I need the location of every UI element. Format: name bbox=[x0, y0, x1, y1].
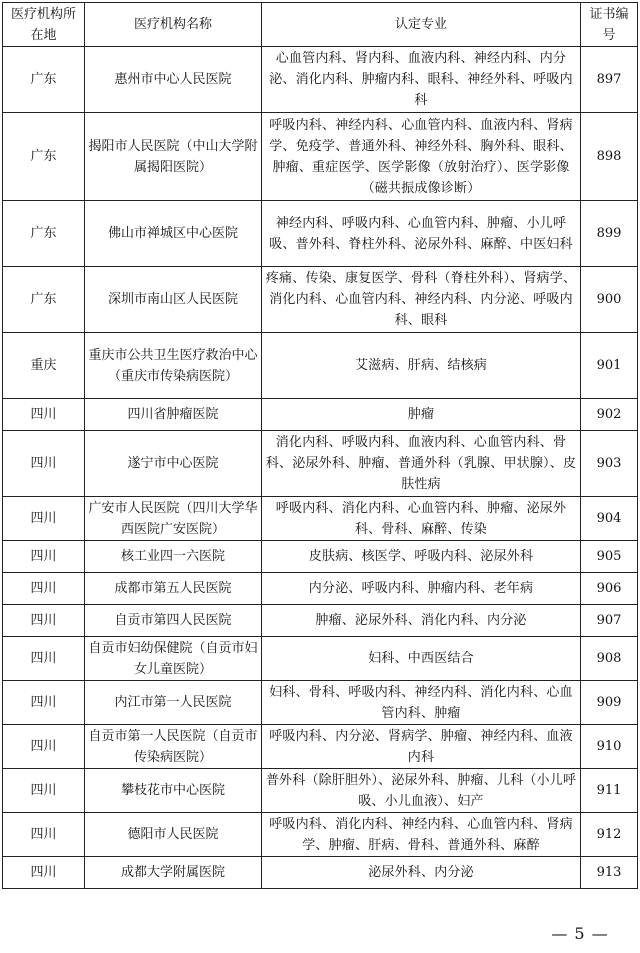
cell-location: 广东 bbox=[3, 201, 85, 267]
cell-institution: 核工业四一六医院 bbox=[85, 541, 262, 573]
certification-table bbox=[2, 2, 638, 889]
header-cert-no: 证书编号 bbox=[581, 3, 638, 47]
table-row bbox=[3, 47, 638, 113]
cell-specialty: 泌尿外科、内分泌 bbox=[262, 857, 581, 889]
cell-location: 广东 bbox=[3, 47, 85, 113]
page-number: — 5 — bbox=[551, 924, 609, 943]
cell-location: 四川 bbox=[3, 637, 85, 681]
cell-location: 广东 bbox=[3, 113, 85, 201]
cell-specialty: 呼吸内科、神经内科、心血管内科、血液内科、肾病学、免疫学、普通外科、神经外科、胸外科、眼科、肿瘤、重症医学、医学影像（放射治疗）、医学影像（磁共振成像诊断） bbox=[262, 113, 581, 201]
cell-location: 四川 bbox=[3, 431, 85, 497]
cell-institution: 佛山市禅城区中心医院 bbox=[85, 201, 262, 267]
cell-location: 四川 bbox=[3, 573, 85, 605]
cell-location: 四川 bbox=[3, 813, 85, 857]
table-row bbox=[3, 857, 638, 889]
table-row bbox=[3, 267, 638, 333]
cell-cert-no: 898 bbox=[581, 113, 638, 201]
cell-cert-no: 897 bbox=[581, 47, 638, 113]
cell-location: 重庆 bbox=[3, 333, 85, 399]
table-row bbox=[3, 573, 638, 605]
cell-institution: 惠州市中心人民医院 bbox=[85, 47, 262, 113]
table-row bbox=[3, 681, 638, 725]
table-row bbox=[3, 605, 638, 637]
cell-cert-no: 906 bbox=[581, 573, 638, 605]
cell-specialty: 心血管内科、肾内科、血液内科、神经内科、内分泌、消化内科、肿瘤内科、眼科、神经外科、呼吸内科 bbox=[262, 47, 581, 113]
cell-institution: 攀枝花市中心医院 bbox=[85, 769, 262, 813]
cell-specialty: 妇科、骨科、呼吸内科、神经内科、消化内科、心血管内科、肿瘤 bbox=[262, 681, 581, 725]
cell-institution: 遂宁市中心医院 bbox=[85, 431, 262, 497]
table-row bbox=[3, 431, 638, 497]
cell-cert-no: 911 bbox=[581, 769, 638, 813]
cell-location: 四川 bbox=[3, 399, 85, 431]
cell-specialty: 内分泌、呼吸内科、肿瘤内科、老年病 bbox=[262, 573, 581, 605]
cell-institution: 四川省肿瘤医院 bbox=[85, 399, 262, 431]
cell-location: 四川 bbox=[3, 681, 85, 725]
cell-cert-no: 908 bbox=[581, 637, 638, 681]
table-row bbox=[3, 497, 638, 541]
cell-specialty: 呼吸内科、消化内科、神经内科、心血管内科、肾病学、肿瘤、肝病、骨科、普通外科、麻醉 bbox=[262, 813, 581, 857]
cell-institution: 成都市第五人民医院 bbox=[85, 573, 262, 605]
cell-location: 四川 bbox=[3, 497, 85, 541]
cell-cert-no: 902 bbox=[581, 399, 638, 431]
cell-location: 四川 bbox=[3, 605, 85, 637]
table-row bbox=[3, 399, 638, 431]
cell-specialty: 呼吸内科、内分泌、肾病学、肿瘤、神经内科、血液内科 bbox=[262, 725, 581, 769]
table-row bbox=[3, 333, 638, 399]
table-row bbox=[3, 541, 638, 573]
table-row bbox=[3, 725, 638, 769]
cell-specialty: 疼痛、传染、康复医学、骨科（脊柱外科）、肾病学、消化内科、心血管内科、神经内科、内分泌、呼吸内科、眼科 bbox=[262, 267, 581, 333]
cell-specialty: 呼吸内科、消化内科、心血管内科、肿瘤、泌尿外科、骨科、麻醉、传染 bbox=[262, 497, 581, 541]
cell-institution: 深圳市南山区人民医院 bbox=[85, 267, 262, 333]
header-location: 医疗机构所在地 bbox=[3, 3, 85, 47]
table-row bbox=[3, 637, 638, 681]
table-row bbox=[3, 769, 638, 813]
cell-specialty: 皮肤病、核医学、呼吸内科、泌尿外科 bbox=[262, 541, 581, 573]
cell-location: 四川 bbox=[3, 857, 85, 889]
table-row bbox=[3, 813, 638, 857]
cell-location: 四川 bbox=[3, 769, 85, 813]
cell-cert-no: 904 bbox=[581, 497, 638, 541]
cell-institution: 自贡市第一人民医院（自贡市传染病医院） bbox=[85, 725, 262, 769]
cell-location: 四川 bbox=[3, 541, 85, 573]
cell-location: 四川 bbox=[3, 725, 85, 769]
cell-institution: 自贡市第四人民医院 bbox=[85, 605, 262, 637]
header-specialty: 认定专业 bbox=[262, 3, 581, 47]
cell-specialty: 肿瘤、泌尿外科、消化内科、内分泌 bbox=[262, 605, 581, 637]
cell-specialty: 肿瘤 bbox=[262, 399, 581, 431]
cell-cert-no: 912 bbox=[581, 813, 638, 857]
cell-institution: 成都大学附属医院 bbox=[85, 857, 262, 889]
table-row bbox=[3, 201, 638, 267]
cell-specialty: 普外科（除肝胆外）、泌尿外科、肿瘤、儿科（小儿呼吸、小儿血液）、妇产 bbox=[262, 769, 581, 813]
header-institution: 医疗机构名称 bbox=[85, 3, 262, 47]
cell-specialty: 艾滋病、肝病、结核病 bbox=[262, 333, 581, 399]
cell-institution: 内江市第一人民医院 bbox=[85, 681, 262, 725]
table-header-row bbox=[3, 3, 638, 47]
cell-cert-no: 913 bbox=[581, 857, 638, 889]
cell-cert-no: 899 bbox=[581, 201, 638, 267]
cell-cert-no: 909 bbox=[581, 681, 638, 725]
cell-cert-no: 905 bbox=[581, 541, 638, 573]
cell-cert-no: 900 bbox=[581, 267, 638, 333]
cell-institution: 重庆市公共卫生医疗救治中心（重庆市传染病医院） bbox=[85, 333, 262, 399]
cell-cert-no: 901 bbox=[581, 333, 638, 399]
table-row bbox=[3, 113, 638, 201]
cell-specialty: 消化内科、呼吸内科、血液内科、心血管内科、骨科、泌尿外科、肿瘤、普通外科（乳腺、甲状腺）、皮肤性病 bbox=[262, 431, 581, 497]
cell-specialty: 妇科、中西医结合 bbox=[262, 637, 581, 681]
cell-specialty: 神经内科、呼吸内科、心血管内科、肿瘤、小儿呼吸、普外科、脊柱外科、泌尿外科、麻醉、中医妇科 bbox=[262, 201, 581, 267]
cell-institution: 广安市人民医院（四川大学华西医院广安医院） bbox=[85, 497, 262, 541]
cell-cert-no: 907 bbox=[581, 605, 638, 637]
cell-location: 广东 bbox=[3, 267, 85, 333]
cell-institution: 德阳市人民医院 bbox=[85, 813, 262, 857]
cell-cert-no: 910 bbox=[581, 725, 638, 769]
cell-institution: 自贡市妇幼保健院（自贡市妇女儿童医院） bbox=[85, 637, 262, 681]
cell-cert-no: 903 bbox=[581, 431, 638, 497]
cell-institution: 揭阳市人民医院（中山大学附属揭阳医院） bbox=[85, 113, 262, 201]
